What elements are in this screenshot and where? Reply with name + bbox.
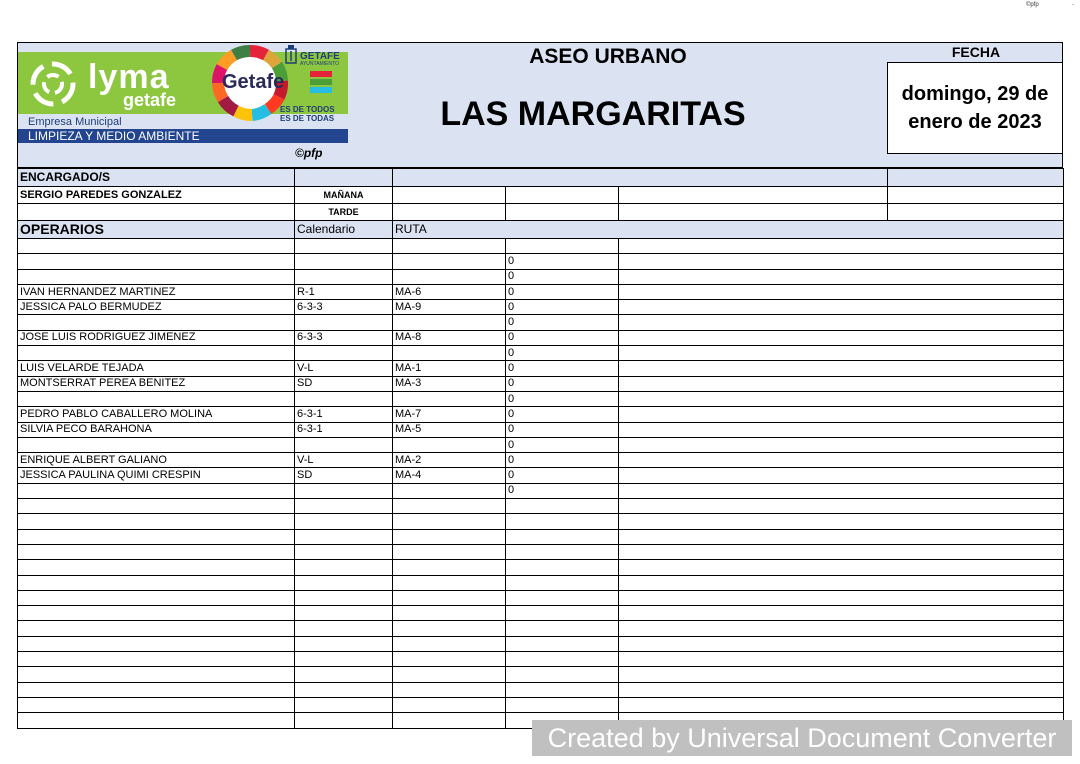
operario-row [18, 560, 1064, 575]
operario-row [18, 697, 1064, 712]
operario-calendario [295, 315, 393, 330]
operario-extra [619, 376, 1064, 391]
operario-value [506, 544, 619, 559]
operario-value: 0 [506, 361, 619, 376]
manana-label: MAÑANA [295, 187, 393, 204]
street-name: LAS MARGARITAS [440, 95, 746, 133]
operario-calendario [295, 667, 393, 682]
operario-extra [619, 300, 1064, 315]
operario-value [506, 636, 619, 651]
operario-calendario: V-L [295, 453, 393, 468]
operario-ruta [393, 514, 506, 529]
operario-extra [619, 315, 1064, 330]
operarios-title: OPERARIOS [18, 221, 295, 239]
operario-calendario [295, 529, 393, 544]
operario-row [18, 437, 1064, 452]
operario-calendario: SD [295, 376, 393, 391]
operario-row [18, 667, 1064, 682]
operario-name [18, 560, 295, 575]
operario-extra [619, 667, 1064, 682]
operario-calendario [295, 636, 393, 651]
operario-name: MONTSERRAT PEREA BENITEZ [18, 376, 295, 391]
operario-ruta: MA-1 [393, 361, 506, 376]
operario-name [18, 621, 295, 636]
getafe-small-label: GETAFE [300, 51, 340, 62]
operario-extra [619, 437, 1064, 452]
operario-calendario [295, 652, 393, 667]
operario-value: 0 [506, 330, 619, 345]
lyma-logo-sub: getafe [123, 90, 177, 110]
operario-row [18, 453, 1064, 468]
es-de-todos-line: ES DE TODOS [280, 105, 335, 114]
operario-row [18, 300, 1064, 315]
operario-value [506, 667, 619, 682]
operario-value: 0 [506, 483, 619, 498]
operario-extra [619, 590, 1064, 605]
es-de-todos-label [280, 105, 335, 123]
operario-extra [619, 391, 1064, 406]
ruta-header: RUTA [393, 221, 1064, 239]
operario-row [18, 239, 1064, 254]
operario-name [18, 575, 295, 590]
fecha-line-1: domingo, 29 de [901, 83, 1049, 105]
operario-row [18, 391, 1064, 406]
operario-row [18, 652, 1064, 667]
operario-calendario: 6-3-3 [295, 330, 393, 345]
operario-name [18, 483, 295, 498]
operario-value: 0 [506, 315, 619, 330]
operario-value [506, 239, 619, 254]
calendario-header: Calendario [295, 221, 393, 239]
operario-calendario [295, 544, 393, 559]
operario-extra [619, 239, 1064, 254]
operario-ruta: MA-8 [393, 330, 506, 345]
operario-calendario [295, 239, 393, 254]
ayuntamiento-label: AYUNTAMIENTO [300, 61, 339, 67]
operario-ruta [393, 315, 506, 330]
operario-name [18, 391, 295, 406]
fecha-line-2: enero de 2023 [908, 111, 1042, 133]
operario-row [18, 499, 1064, 514]
operario-name [18, 346, 295, 361]
operario-name: PEDRO PABLO CABALLERO MOLINA [18, 407, 295, 422]
operario-ruta: MA-7 [393, 407, 506, 422]
operario-calendario [295, 560, 393, 575]
limpieza-label: LIMPIEZA Y MEDIO AMBIENTE [28, 129, 200, 143]
coat-of-arms-icon [284, 45, 298, 67]
operario-ruta [393, 391, 506, 406]
operario-extra [619, 575, 1064, 590]
operario-value [506, 697, 619, 712]
operario-name [18, 254, 295, 269]
operario-ruta [393, 529, 506, 544]
operario-name [18, 606, 295, 621]
operario-calendario [295, 499, 393, 514]
operario-extra [619, 697, 1064, 712]
limpieza-bar [18, 129, 348, 143]
operario-ruta [393, 254, 506, 269]
operario-value [506, 529, 619, 544]
operario-ruta [393, 652, 506, 667]
operario-calendario [295, 346, 393, 361]
operario-row [18, 407, 1064, 422]
operario-extra [619, 254, 1064, 269]
operario-extra [619, 361, 1064, 376]
operario-row [18, 529, 1064, 544]
encargados-header-row [18, 169, 1064, 187]
operario-value: 0 [506, 407, 619, 422]
operario-ruta [393, 269, 506, 284]
operario-row [18, 514, 1064, 529]
operario-row [18, 315, 1064, 330]
operario-name: SILVIA PECO BARAHONA [18, 422, 295, 437]
encargado-row-manana [18, 187, 1064, 204]
operario-value: 0 [506, 300, 619, 315]
sheet-header [17, 42, 1063, 168]
operario-name: IVAN HERNANDEZ MARTINEZ [18, 284, 295, 299]
operario-row [18, 590, 1064, 605]
tarde-label: TARDE [295, 204, 393, 221]
operario-name [18, 269, 295, 284]
operario-calendario: 6-3-3 [295, 300, 393, 315]
operario-extra [619, 560, 1064, 575]
operario-name: JESSICA PALO BERMUDEZ [18, 300, 295, 315]
operario-calendario [295, 391, 393, 406]
operario-name [18, 315, 295, 330]
operario-calendario [295, 254, 393, 269]
getafe-logo-word: Getafe [222, 71, 285, 93]
operario-value: 0 [506, 346, 619, 361]
operario-extra [619, 284, 1064, 299]
operario-name [18, 652, 295, 667]
empresa-label: Empresa Municipal [28, 116, 122, 128]
operario-calendario [295, 606, 393, 621]
fecha-box [887, 62, 1063, 154]
encargado-name: SERGIO PAREDES GONZALEZ [18, 187, 295, 204]
corner-copyright-mark: ©pfp [1026, 2, 1039, 8]
operario-ruta [393, 590, 506, 605]
operario-ruta [393, 346, 506, 361]
operario-value [506, 621, 619, 636]
operario-extra [619, 636, 1064, 651]
operario-calendario [295, 621, 393, 636]
operario-value: 0 [506, 284, 619, 299]
operario-ruta [393, 636, 506, 651]
operario-extra [619, 529, 1064, 544]
operario-calendario: 6-3-1 [295, 422, 393, 437]
operario-ruta [393, 437, 506, 452]
operario-value: 0 [506, 437, 619, 452]
operario-row [18, 682, 1064, 697]
operario-extra [619, 269, 1064, 284]
operario-name [18, 636, 295, 651]
operario-calendario [295, 590, 393, 605]
operario-value: 0 [506, 391, 619, 406]
operario-name [18, 713, 295, 728]
operario-name: JOSE LUIS RODRIGUEZ JIMENEZ [18, 330, 295, 345]
operario-value: 0 [506, 269, 619, 284]
operario-name [18, 667, 295, 682]
operario-name [18, 697, 295, 712]
operario-row [18, 575, 1064, 590]
operario-row [18, 284, 1064, 299]
operario-extra [619, 453, 1064, 468]
operario-ruta [393, 697, 506, 712]
operario-row [18, 361, 1064, 376]
operario-calendario [295, 483, 393, 498]
operario-name: JESSICA PAULINA QUIMI CRESPIN [18, 468, 295, 483]
operario-ruta [393, 499, 506, 514]
operario-row [18, 636, 1064, 651]
operario-name [18, 590, 295, 605]
pfp-mark: ©pfp [295, 146, 323, 160]
operario-ruta: MA-4 [393, 468, 506, 483]
operario-extra [619, 544, 1064, 559]
corner-dot: - [1072, 2, 1074, 8]
operario-name [18, 514, 295, 529]
operario-extra [619, 407, 1064, 422]
operario-ruta: MA-2 [393, 453, 506, 468]
operario-calendario: R-1 [295, 284, 393, 299]
operario-row [18, 346, 1064, 361]
operario-name [18, 682, 295, 697]
operario-extra [619, 682, 1064, 697]
operario-value: 0 [506, 376, 619, 391]
operario-ruta [393, 483, 506, 498]
operario-extra [619, 422, 1064, 437]
fecha-label: FECHA [951, 44, 1001, 60]
operario-calendario: SD [295, 468, 393, 483]
operario-ruta [393, 544, 506, 559]
lyma-logo-word: lyma [88, 58, 170, 96]
operario-calendario [295, 697, 393, 712]
operario-row [18, 606, 1064, 621]
operario-row [18, 330, 1064, 345]
operario-ruta: MA-9 [393, 300, 506, 315]
es-de-todas-line: ES DE TODAS [280, 114, 335, 123]
operario-value [506, 606, 619, 621]
operario-row [18, 422, 1064, 437]
operario-calendario [295, 269, 393, 284]
watermark-banner: Created by Universal Document Converter [532, 720, 1072, 756]
operario-row [18, 376, 1064, 391]
operario-extra [619, 606, 1064, 621]
operario-row [18, 468, 1064, 483]
operario-ruta: MA-5 [393, 422, 506, 437]
operario-value [506, 575, 619, 590]
operario-extra [619, 499, 1064, 514]
operario-extra [619, 346, 1064, 361]
operario-name [18, 437, 295, 452]
operario-extra [619, 514, 1064, 529]
sheet-title: ASEO URBANO [529, 45, 687, 68]
operario-name [18, 239, 295, 254]
operario-calendario [295, 713, 393, 728]
operario-ruta [393, 606, 506, 621]
operario-ruta [393, 713, 506, 728]
operarios-header-row [18, 221, 1064, 239]
operario-ruta [393, 560, 506, 575]
operario-ruta [393, 239, 506, 254]
operario-row [18, 544, 1064, 559]
encargado-row-tarde [18, 204, 1064, 221]
operario-value [506, 652, 619, 667]
operario-ruta: MA-6 [393, 284, 506, 299]
operario-extra [619, 652, 1064, 667]
operario-name [18, 529, 295, 544]
operario-row [18, 269, 1064, 284]
operario-calendario [295, 437, 393, 452]
operario-value: 0 [506, 422, 619, 437]
encargados-title: ENCARGADO/S [18, 169, 295, 187]
operario-name: ENRIQUE ALBERT GALIANO [18, 453, 295, 468]
operario-name [18, 499, 295, 514]
operario-ruta [393, 621, 506, 636]
operario-extra [619, 468, 1064, 483]
operario-calendario: 6-3-1 [295, 407, 393, 422]
operario-calendario [295, 682, 393, 697]
operario-value [506, 590, 619, 605]
operario-name: LUIS VELARDE TEJADA [18, 361, 295, 376]
operarios-table [17, 168, 1064, 729]
operario-ruta [393, 682, 506, 697]
operario-calendario: V-L [295, 361, 393, 376]
operario-name [18, 544, 295, 559]
operario-value [506, 514, 619, 529]
operario-value [506, 499, 619, 514]
operario-value: 0 [506, 254, 619, 269]
operario-value [506, 682, 619, 697]
operario-row [18, 621, 1064, 636]
operario-row [18, 483, 1064, 498]
operario-value: 0 [506, 468, 619, 483]
operario-value: 0 [506, 453, 619, 468]
operario-extra [619, 621, 1064, 636]
operario-ruta [393, 575, 506, 590]
operario-value [506, 560, 619, 575]
operario-calendario [295, 575, 393, 590]
lyma-swirl-icon [28, 59, 78, 109]
operario-row [18, 254, 1064, 269]
operario-extra [619, 483, 1064, 498]
operario-ruta [393, 667, 506, 682]
operario-ruta: MA-3 [393, 376, 506, 391]
operario-calendario [295, 514, 393, 529]
operario-extra [619, 330, 1064, 345]
